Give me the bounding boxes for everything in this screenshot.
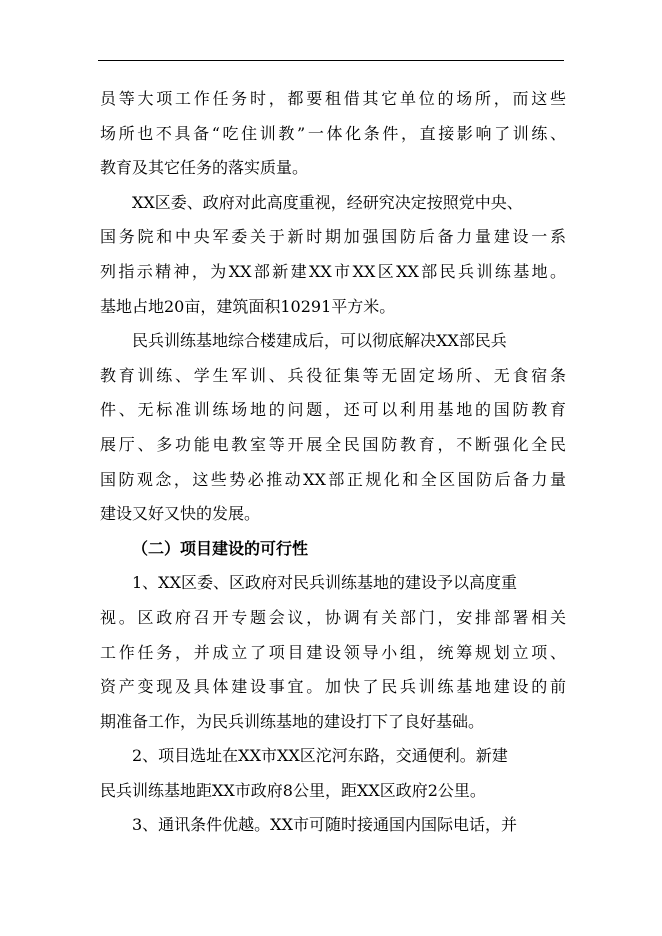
text-line: 件、无标准训练场地的问题，还可以利用基地的国防教育 <box>100 400 566 420</box>
paragraph-start-line: 2、项目选址在XX市XX区沱河东路，交通便利。新建 <box>132 746 508 766</box>
text-line: 期准备工作，为民兵训练基地的建设打下了良好基础。 <box>100 711 485 731</box>
text-line: 建设又好又快的发展。 <box>100 504 261 524</box>
text-line: 民兵训练基地距XX市政府8公里，距XX区政府2公里。 <box>100 780 486 800</box>
text-line: 场所也不具备“吃住训教”一体化条件，直接影响了训练、 <box>100 123 566 143</box>
text-line: 视。区政府召开专题会议，协调有关部门，安排部署相关 <box>100 607 566 627</box>
text-line: 国务院和中央军委关于新时期加强国防后备力量建设一系 <box>100 227 566 247</box>
paragraph-start-line: 3、通讯条件优越。XX市可随时接通国内国际电话，并 <box>132 815 517 835</box>
text-line: 展厅、多功能电教室等开展全民国防教育，不断强化全民 <box>100 434 566 454</box>
text-line: 基地占地20亩，建筑面积10291平方米。 <box>100 296 396 316</box>
document-body <box>100 82 566 843</box>
text-line: 资产变现及具体建设事宜。加快了民兵训练基地建设的前 <box>100 677 566 697</box>
text-line: 列指示精神，为XX部新建XX市XX区XX部民兵训练基地。 <box>100 261 566 281</box>
paragraph-start-line: 1、XX区委、区政府对民兵训练基地的建设予以高度重 <box>132 573 517 593</box>
text-line: 员等大项工作任务时，都要租借其它单位的场所，而这些 <box>100 89 566 108</box>
paragraph-start-line: 民兵训练基地综合楼建成后，可以彻底解决XX部民兵 <box>132 331 507 351</box>
text-line: 工作任务，并成立了项目建设领导小组，统筹规划立项、 <box>100 642 566 662</box>
text-line: 教育及其它任务的落实质量。 <box>100 158 309 178</box>
section-heading: （二）项目建设的可行性 <box>132 538 309 558</box>
paragraph-start-line: XX区委、政府对此高度重视，经研究决定按照党中央、 <box>132 192 523 212</box>
text-line: 教育训练、学生军训、兵役征集等无固定场所、无食宿条 <box>100 365 566 385</box>
header-rule <box>98 60 564 61</box>
text-line: 国防观念，这些势必推动XX部正规化和全区国防后备力量 <box>100 469 566 489</box>
